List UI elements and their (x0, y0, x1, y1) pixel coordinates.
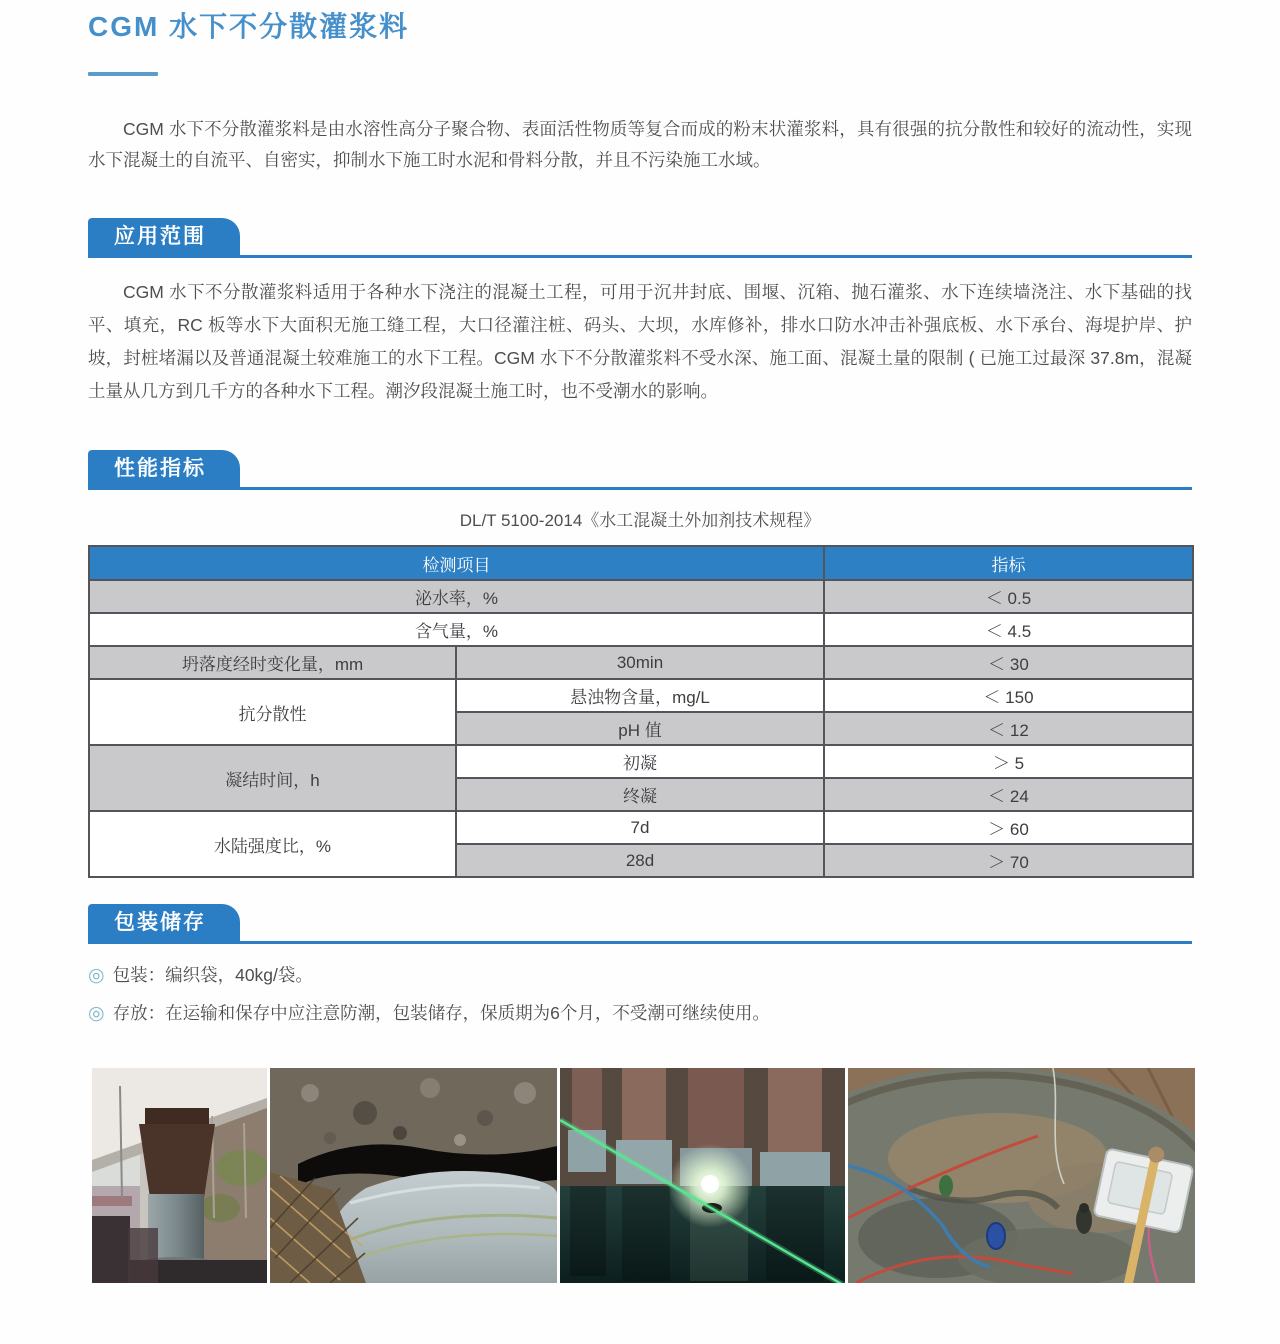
list-item (88, 960, 1192, 990)
cell-value: ＞ 70 (824, 844, 1193, 877)
cell-sub: 悬浊物含量，mg/L (456, 679, 824, 712)
cell-sub: 初凝 (456, 745, 824, 778)
table-row (89, 613, 1193, 646)
cell-item: 凝结时间，h (89, 745, 456, 811)
ring-bullet-icon: ◎ (88, 964, 105, 986)
cell-item: 含气量，% (89, 613, 824, 646)
standard-caption: DL/T 5100-2014《水工混凝土外加剂技术规程》 (459, 511, 821, 530)
page-title: CGM 水下不分散灌浆料 (88, 11, 410, 42)
table-row (89, 646, 1193, 679)
cell-sub: 28d (456, 844, 824, 877)
section-badge-application: 应用范围 (88, 218, 240, 255)
photo-caisson-pit (848, 1068, 1195, 1283)
section-badge-packaging: 包装储存 (88, 904, 240, 941)
list-item (88, 998, 1192, 1028)
cell-item: 抗分散性 (89, 679, 456, 745)
cell-value: ＜ 0.5 (824, 580, 1193, 613)
table-row (89, 580, 1193, 613)
section-header-application (88, 218, 1192, 258)
table-row (89, 745, 1193, 778)
bullet-text: 存放：在运输和保存中应注意防潮，包装储存，保质期为6个月，不受潮可继续使用。 (112, 1003, 770, 1023)
cell-sub: 7d (456, 811, 824, 844)
section-header-performance (88, 450, 1192, 490)
photo-strip (92, 1068, 1280, 1283)
cell-sub: pH 值 (456, 712, 824, 745)
bullet-text: 包装：编织袋，40kg/袋。 (112, 965, 313, 985)
table-row (89, 679, 1193, 712)
performance-table (88, 545, 1194, 878)
application-paragraph: CGM 水下不分散灌浆料适用于各种水下浇注的混凝土工程，可用于沉井封底、围堰、沉箱、抛石灌浆、水下连续墙浇注、水下基础的找平、填充，RC 板等水下大面积无施工缝工程，大口径灌注桩、码头、大坝，水库修补，排水口防水冲击补强底板、水下承台、海堤护岸、护坡，封桩堵漏以及普通混凝土较难施工的水下工程。CGM 水下不分散灌浆料不受水深、施工面、混凝土量的限制 ( 已施工过最深 37.8m，混凝土量从几方到几千方的各种水下工程。潮汐段混凝土施工时，也不受潮水的影响。 (88, 282, 1192, 401)
table-row (89, 811, 1193, 844)
cell-value: ＜ 150 (824, 679, 1193, 712)
cell-value: ＜ 4.5 (824, 613, 1193, 646)
cell-value: ＞ 5 (824, 745, 1193, 778)
cell-value: ＜ 30 (824, 646, 1193, 679)
table-header-item: 检测项目 (89, 546, 824, 580)
cell-sub: 终凝 (456, 778, 824, 811)
cell-value: ＜ 24 (824, 778, 1193, 811)
cell-value: ＜ 12 (824, 712, 1193, 745)
cell-sub: 30min (456, 646, 824, 679)
title-underline (88, 72, 158, 76)
intro-paragraph: CGM 水下不分散灌浆料是由水溶性高分子聚合物、表面活性物质等复合而成的粉末状灌浆料，具有很强的抗分散性和较好的流动性，实现水下混凝土的自流平、自密实，抑制水下施工时水泥和骨料分散，并且不污染施工水域。 (88, 119, 1192, 170)
cell-item: 泌水率，% (89, 580, 824, 613)
cell-value: ＞ 60 (824, 811, 1193, 844)
table-header-row (89, 546, 1193, 580)
photo-pile-collar-closeup (270, 1068, 557, 1283)
cell-item: 坍落度经时变化量，mm (89, 646, 456, 679)
section-badge-performance: 性能指标 (88, 450, 240, 487)
cell-item: 水陆强度比，% (89, 811, 456, 877)
table-header-index: 指标 (824, 546, 1193, 580)
ring-bullet-icon: ◎ (88, 1002, 105, 1024)
photo-pier-steel-casing (92, 1068, 267, 1283)
photo-night-underwater-pour (560, 1068, 845, 1283)
section-header-packaging (88, 904, 1192, 944)
packaging-bullets (88, 960, 1192, 1028)
